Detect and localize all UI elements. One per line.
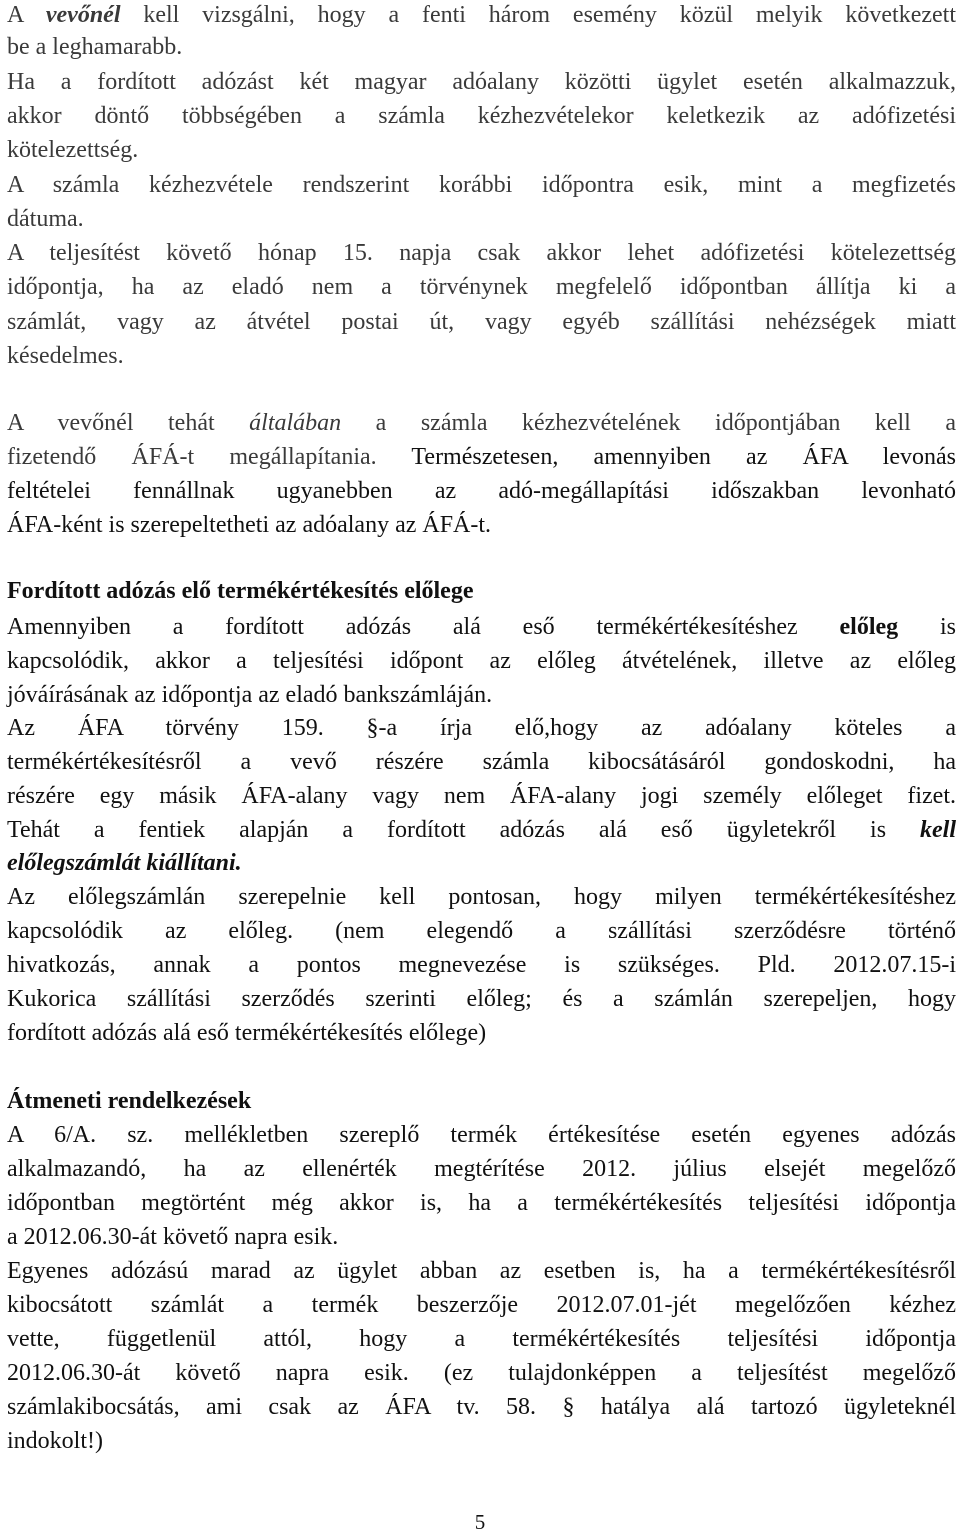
text-span: A — [7, 2, 46, 28]
text-span: fizetendő ÁFÁ-t megállapítania. — [7, 444, 377, 470]
text-line — [7, 815, 956, 845]
text-line: jóváírásának az időpontja az eladó bankszámláján. — [7, 682, 493, 708]
text-line: késedelmes. — [7, 343, 124, 369]
text-line — [7, 442, 956, 472]
text-span: Tehát a fentiek alapján a fordított adózás alá eső ügyletekről is — [7, 817, 920, 843]
text-line: számlát, vagy az átvétel postai út, vagy egyéb szállítási nehézségek miatt — [7, 309, 956, 335]
text-line: be a leghamarabb. — [7, 34, 183, 60]
text-line: indokolt!) — [7, 1428, 103, 1454]
text-line: A számla kézhezvétele rendszerint korábbi időpontra esik, mint a megfizetés — [7, 172, 956, 198]
text-line: alkalmazandó, ha az ellenérték megtérítése 2012. július elsejét megelőző — [7, 1156, 956, 1182]
text-line: a 2012.06.30-át követő napra esik. — [7, 1224, 339, 1250]
text-line: akkor döntő többségében a számla kézhezvételekor keletkezik az adófizetési — [7, 103, 956, 129]
emphasis-text: kell — [920, 817, 956, 843]
text-span: Természetesen, amennyiben az ÁFA levonás — [376, 444, 956, 470]
text-line: termékértékesítésről a vevő részére számla kibocsátásáról gondoskodni, ha — [7, 749, 956, 775]
text-span: a számla kézhezvételének időpontjában kell a — [341, 410, 957, 436]
text-line: A 6/A. sz. mellékletben szereplő termék értékesítése esetén egyenes adózás — [7, 1122, 956, 1148]
text-line: kibocsátott számlát a termék beszerzője 2012.07.01-jét megelőzően kézhez — [7, 1292, 956, 1318]
text-span: Amennyiben a fordított adózás alá eső termékértékesítéshez — [7, 614, 840, 640]
text-line: Ha a fordított adózást két magyar adóalany közötti ügylet esetén alkalmazzuk, — [7, 69, 956, 95]
text-span: is — [898, 614, 957, 640]
section-heading: Átmeneti rendelkezések — [7, 1088, 252, 1114]
text-line — [7, 612, 956, 642]
section-heading: Fordított adózás elő termékértékesítés előlege — [7, 578, 474, 604]
text-line: részére egy másik ÁFA-alany vagy nem ÁFA-alany jogi személy előleget fizet. — [7, 783, 956, 809]
text-line: időpontban megtörtént még akkor is, ha a termékértékesítés teljesítési időpontja — [7, 1190, 956, 1216]
text-line: Az ÁFA törvény 159. §-a írja elő,hogy az adóalany köteles a — [7, 715, 956, 741]
text-line: dátuma. — [7, 206, 84, 232]
text-line: ÁFA-ként is szerepeltetheti az adóalany az ÁFÁ-t. — [7, 512, 492, 538]
emphasis-text: előleg — [839, 614, 899, 640]
text-line: 2012.06.30-át követő napra esik. (ez tulajdonképpen a teljesítést megelőző — [7, 1360, 956, 1386]
text-span: kell vizsgálni, hogy a fenti három esemény közül melyik következett — [120, 2, 957, 28]
text-line: feltételei fennállnak ugyanebben az adó-megállapítási időszakban levonható — [7, 478, 956, 504]
text-line: fordított adózás alá eső termékértékesítés előlege) — [7, 1020, 487, 1046]
text-span: A vevőnél tehát — [7, 410, 250, 436]
emphasis-text: vevőnél — [45, 2, 121, 28]
text-line — [7, 0, 956, 30]
text-line: számlakibocsátás, ami csak az ÁFA tv. 58. § hatálya alá tartozó ügyleteknél — [7, 1394, 956, 1420]
text-line: időpontja, ha az eladó nem a törvénynek megfelelő időpontban állítja ki a — [7, 274, 956, 300]
emphasis-text: általában — [249, 410, 342, 436]
page-number: 5 — [474, 1510, 486, 1534]
text-line: Kukorica szállítási szerződés szerinti előleg; és a számlán szerepeljen, hogy — [7, 986, 956, 1012]
text-line — [7, 408, 956, 438]
emphasis-line: előlegszámlát kiállítani. — [7, 850, 242, 876]
text-line: Az előlegszámlán szerepelnie kell pontosan, hogy milyen termékértékesítéshez — [7, 884, 956, 910]
text-line: Egyenes adózású marad az ügylet abban az esetben is, ha a termékértékesítésről — [7, 1258, 956, 1284]
text-line: A teljesítést követő hónap 15. napja csak akkor lehet adófizetési kötelezettség — [7, 240, 956, 266]
text-line: kötelezettség. — [7, 137, 139, 163]
text-line: hivatkozás, annak a pontos megnevezése is szükséges. Pld. 2012.07.15-i — [7, 952, 956, 978]
text-line: vette, függetlenül attól, hogy a termékértékesítés teljesítési időpontja — [7, 1326, 956, 1352]
text-line: kapcsolódik, akkor a teljesítési időpont az előleg átvételének, illetve az előleg — [7, 648, 956, 674]
text-line: kapcsolódik az előleg. (nem elegendő a szállítási szerződésre történő — [7, 918, 956, 944]
